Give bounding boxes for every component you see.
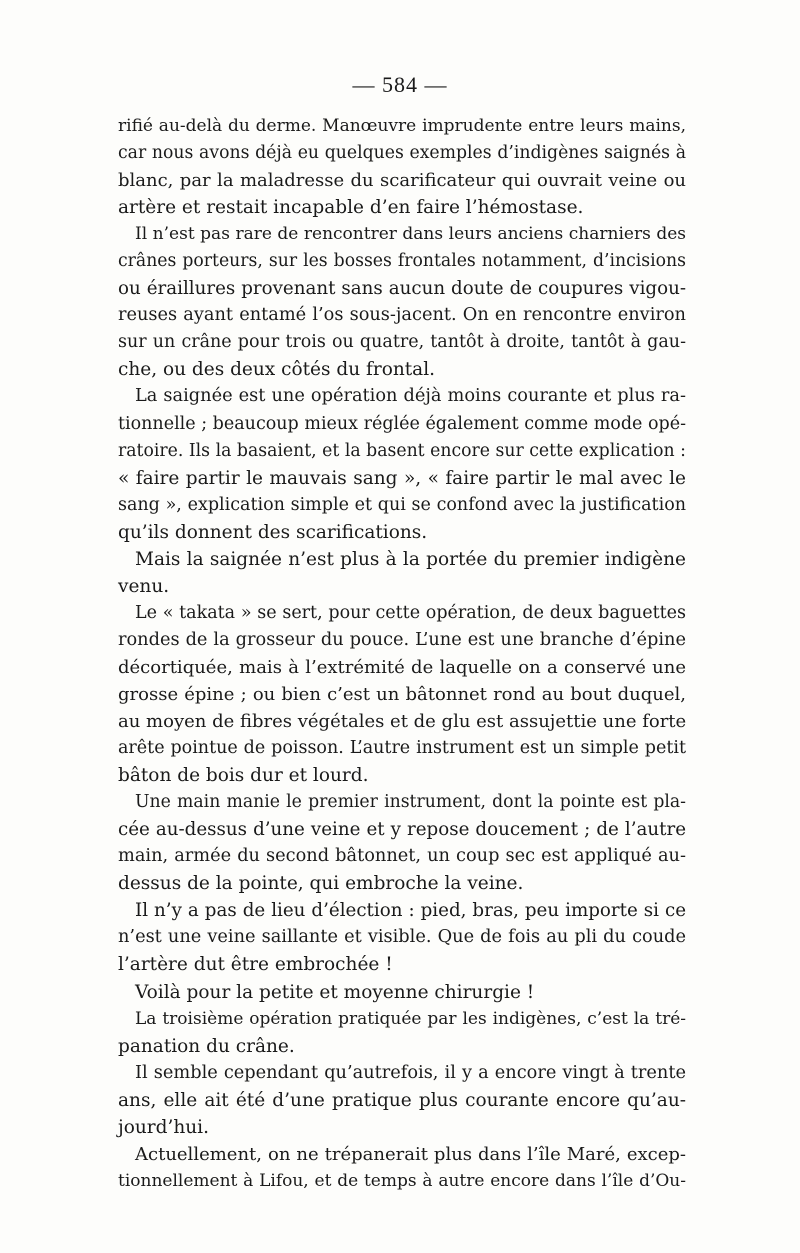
text-line: Il semble cependant qu’autrefois, il y a encore vingt à trente bbox=[135, 1062, 686, 1083]
text-line: artère et restait incapable d’en faire l’hémostase. bbox=[118, 197, 584, 219]
body-text bbox=[118, 113, 686, 1195]
text-line: sang », explication simple et qui se confond avec la justification bbox=[118, 494, 686, 515]
text-line: au moyen de fibres végétales et de glu est assujettie une forte bbox=[118, 711, 687, 733]
text-line: arête pointue de poisson. L’autre instrument est un simple petit bbox=[118, 738, 686, 759]
text-line: Il n’y a pas de lieu d’élection : pied, bras, peu importe si ce bbox=[135, 900, 686, 922]
page-number: — 584 — bbox=[352, 72, 448, 97]
text-line: Le « takata » se sert, pour cette opération, de deux baguettes bbox=[135, 602, 686, 623]
text-line: Il n’est pas rare de rencontrer dans leurs anciens charniers des bbox=[135, 224, 686, 245]
text-line: ratoire. Ils la basaient, et la basent encore sur cette explication : bbox=[118, 440, 686, 461]
text-line: rondes de la grosseur du pouce. L’une est une branche d’épine bbox=[118, 629, 686, 650]
text-line: venu. bbox=[118, 575, 170, 597]
text-line: jourd’hui. bbox=[118, 1116, 209, 1138]
text-line: reuses ayant entamé l’os sous-jacent. On en rencontre environ bbox=[118, 305, 686, 326]
text-line: La saignée est une opération déjà moins courante et plus ra- bbox=[135, 386, 686, 407]
text-line: « faire partir le mauvais sang », « faire partir le mal avec le bbox=[118, 467, 686, 489]
text-line: l’artère dut être embrochée ! bbox=[118, 954, 393, 976]
text-line: che, ou des deux côtés du frontal. bbox=[118, 359, 436, 381]
text-line: La troisième opération pratiquée par les indigènes, c’est la tré- bbox=[135, 1008, 686, 1029]
text-line: n’est une veine saillante et visible. Que de fois au pli du coude bbox=[118, 927, 686, 948]
text-line: Voilà pour la petite et moyenne chirurgie ! bbox=[135, 981, 535, 1003]
text-line: grosse épine ; ou bien c’est un bâtonnet rond au bout duquel, bbox=[118, 683, 686, 705]
text-line: car nous avons déjà eu quelques exemples d’indigènes saignés à bbox=[118, 143, 686, 164]
text-line: Actuellement, on ne trépanerait plus dans l’île Maré, excep- bbox=[135, 1143, 686, 1165]
text-line: Mais la saignée n’est plus à la portée du premier indigène bbox=[135, 548, 686, 570]
text-line: sur un crâne pour trois ou quatre, tantôt à droite, tantôt à gau- bbox=[118, 332, 686, 353]
text-line: dessus de la pointe, qui embroche la veine. bbox=[118, 873, 524, 895]
text-line: crânes porteurs, sur les bosses frontales notamment, d’incisions bbox=[118, 251, 686, 272]
text-line: panation du crâne. bbox=[118, 1035, 295, 1057]
text-line: ans, elle ait été d’une pratique plus courante encore qu’au- bbox=[118, 1089, 686, 1111]
text-line: Une main manie le premier instrument, dont la pointe est pla- bbox=[135, 792, 686, 813]
text-line: rifié au-delà du derme. Manœuvre imprudente entre leurs mains, bbox=[118, 116, 686, 136]
text-line: bâton de bois dur et lourd. bbox=[118, 765, 369, 787]
text-line: décortiquée, mais à l’extrémité de laquelle on a conservé une bbox=[118, 656, 686, 678]
text-line: qu’ils donnent des scarifications. bbox=[118, 521, 428, 543]
text-line: ou éraillures provenant sans aucun doute de coupures vigou- bbox=[118, 278, 686, 300]
text-line: tionnellement à Lifou, et de temps à autre encore dans l’île d’Ou- bbox=[118, 1170, 686, 1191]
text-line: blanc, par la maladresse du scarificateur qui ouvrait veine ou bbox=[118, 170, 686, 192]
text-line: cée au-dessus d’une veine et y repose doucement ; de l’autre bbox=[118, 819, 686, 841]
text-line: main, armée du second bâtonnet, un coup sec est appliqué au- bbox=[118, 846, 686, 867]
text-line: tionnelle ; beaucoup mieux réglée également comme mode opé- bbox=[118, 413, 686, 434]
